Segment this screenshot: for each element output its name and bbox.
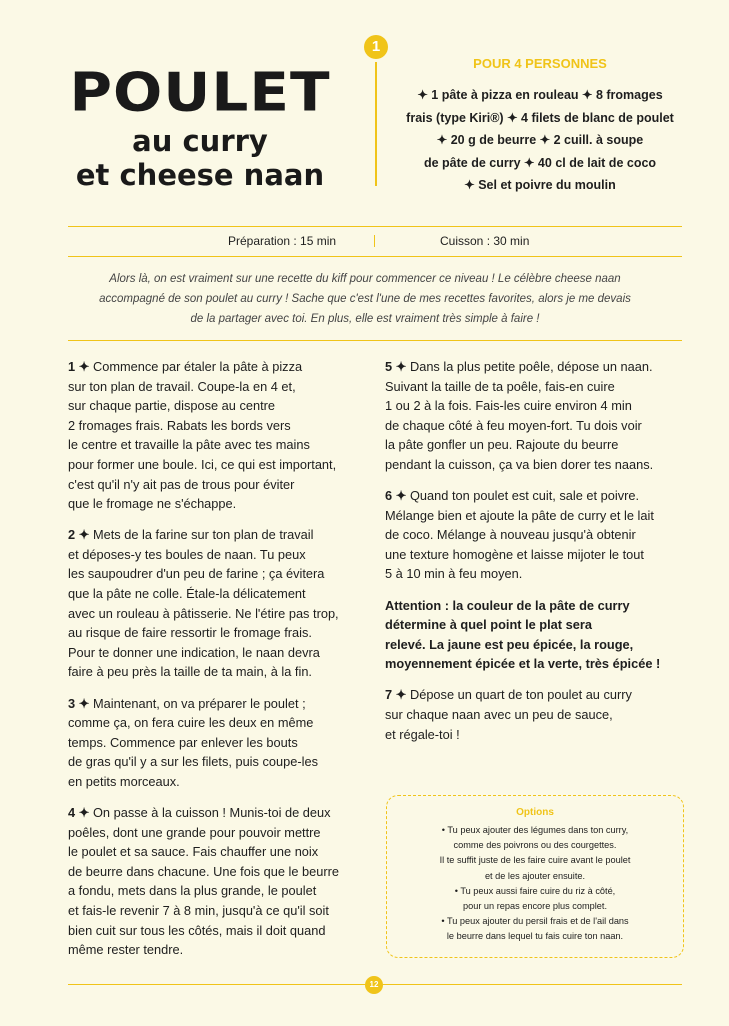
step-line: de chaque côté à feu moyen-fort. Tu dois voir [385, 417, 642, 433]
step-number: 4 ✦ [68, 804, 90, 820]
recipe-subtitle-line1: au curry [132, 124, 268, 158]
intro-text [75, 269, 655, 329]
page-number: 12 [365, 976, 383, 994]
step-line: sur chaque partie, dispose au centre [68, 398, 276, 414]
step-line: Mélange bien et ajoute la pâte de curry et le lait [385, 507, 654, 523]
step-1 [68, 357, 368, 514]
step-line: que le fromage ne s'échappe. [68, 496, 237, 512]
step-4 [68, 803, 368, 960]
step-line: Quand ton poulet est cuit, sale et poivre. [406, 488, 640, 504]
step-line: Suivant la taille de ta poêle, fais-en cuire [385, 378, 615, 394]
step-2 [68, 525, 368, 682]
step-number: 6 ✦ [385, 488, 407, 504]
step-line: même rester tendre. [68, 942, 184, 958]
option-line: et de les ajouter ensuite. [484, 870, 586, 881]
step-line: le poulet et sa sauce. Fais chauffer une noix [68, 844, 319, 860]
options-title: Options [516, 807, 554, 818]
steps-left-column [68, 357, 368, 971]
step-line: 5 à 10 min à feu moyen. [385, 566, 523, 582]
step-number: 3 ✦ [68, 695, 90, 711]
step-line: comme ça, on fera cuire les deux en même [68, 715, 314, 731]
ingredient-line: de pâte de curry ✦ 40 cl de lait de coco [423, 155, 657, 170]
step-line: les saupoudrer d'un peu de farine ; ça évitera [68, 566, 325, 582]
step-line: pendant la cuisson, ça va bien dorer tes naans. [385, 456, 654, 472]
ingredient-line: ✦ 1 pâte à pizza en rouleau ✦ 8 fromages [417, 88, 663, 102]
step-line: Pour te donner une indication, le naan devra [68, 644, 320, 660]
step-line: une texture homogène et laisse mijoter le tout [385, 546, 644, 562]
level-badge: 1 [364, 35, 388, 59]
step-line: et régale-toi ! [385, 726, 460, 742]
timing-separator [374, 235, 375, 247]
servings-label: POUR 4 PERSONNES [473, 56, 607, 71]
step-line: avec un rouleau à pâtisserie. Ne l'étire pas trop, [68, 605, 339, 621]
step-7 [385, 685, 690, 744]
step-line: On passe à la cuisson ! Munis-toi de deux [89, 804, 331, 820]
step-line: Dans la plus petite poêle, dépose un naan. [406, 359, 653, 374]
warning-line: Attention : la couleur de la pâte de curry [385, 597, 630, 613]
step-number: 7 ✦ [385, 687, 407, 703]
step-line: poêles, dont une grande pour pouvoir mettre [68, 824, 321, 840]
step-line: 2 fromages frais. Rabats les bords vers [68, 417, 291, 433]
step-line: et déposes-y tes boules de naan. Tu peux [68, 546, 306, 562]
ingredient-line: ✦ Sel et poivre du moulin [464, 178, 616, 192]
step-line: Dépose un quart de ton poulet au curry [406, 687, 632, 703]
option-line: pour un repas encore plus complet. [462, 901, 608, 912]
divider-middle [68, 256, 682, 257]
divider-intro [68, 340, 682, 341]
option-line: • Tu peux ajouter du persil frais et de l'ail dans [441, 916, 629, 927]
step-line: Mets de la farine sur ton plan de travail [89, 527, 314, 543]
step-line: que la pâte ne colle. Étale-la délicatement [68, 586, 306, 602]
step-line: temps. Commence par enlever les bouts [68, 734, 298, 750]
step-line: 1 ou 2 à la fois. Fais-les cuire environ 4 min [385, 398, 632, 414]
option-line: Il te suffit juste de les faire cuire avant le poulet [439, 855, 631, 866]
step-line: de coco. Mélange à nouveau jusqu'à obtenir [385, 527, 636, 543]
option-line: • Tu peux aussi faire cuire du riz à côté, [454, 885, 616, 896]
recipe-subtitle-line2: et cheese naan [75, 158, 325, 192]
warning-line: moyennement épicée et la verte, très épicée ! [385, 656, 661, 672]
step-line: c'est qu'il n'y ait pas de trous pour éviter [68, 476, 295, 492]
curry-warning [385, 596, 690, 674]
cook-time: Cuisson : 30 min [440, 234, 530, 248]
recipe-title: POULET [69, 60, 331, 124]
option-line: le beurre dans lequel tu fais cuire ton naan. [446, 931, 624, 942]
step-line: pour former une boule. Ici, ce qui est important, [68, 456, 337, 472]
step-line: Maintenant, on va préparer le poulet ; [89, 695, 306, 711]
step-line: sur chaque naan avec un peu de sauce, [385, 707, 613, 722]
step-5 [385, 357, 690, 475]
option-line: • Tu peux ajouter des légumes dans ton curry, [441, 825, 629, 835]
step-line: de beurre dans chacune. Une fois que le beurre [68, 863, 340, 879]
prep-time: Préparation : 15 min [228, 234, 337, 248]
step-number: 2 ✦ [68, 527, 90, 543]
intro-line: Alors là, on est vraiment sur une recette du kiff pour commencer ce niveau ! Le célèbre cheese naan [109, 273, 621, 285]
step-line: le centre et travaille la pâte avec tes mains [68, 437, 310, 453]
warning-line: détermine à quel point le plat sera [385, 617, 592, 633]
step-line: bien cuit sur tous les côtés, mais il doit quand [68, 922, 326, 938]
step-line: a fondu, mets dans la plus grande, le poulet [68, 883, 317, 899]
step-number: 1 ✦ [68, 359, 90, 374]
step-line: au risque de faire ressortir le fromage frais. [68, 625, 312, 641]
step-line: en petits morceaux. [68, 773, 180, 789]
vertical-divider [375, 62, 377, 186]
steps-right-column [385, 357, 690, 756]
step-line: sur ton plan de travail. Coupe-la en 4 et, [68, 378, 296, 394]
step-number: 5 ✦ [385, 359, 407, 374]
intro-line: accompagné de son poulet au curry ! Sache que c'est l'une de mes recettes favorites, alors je me devais [99, 293, 631, 305]
ingredients-list [390, 84, 690, 197]
warning-line: relevé. La jaune est peu épicée, la rouge, [385, 636, 634, 652]
ingredient-line: ✦ 20 g de beurre ✦ 2 cuill. à soupe [436, 133, 644, 147]
divider-top [68, 226, 682, 227]
ingredient-line: frais (type Kiri®) ✦ 4 filets de blanc de poulet [406, 110, 674, 125]
options-list [392, 823, 678, 945]
option-line: comme des poivrons ou des courgettes. [453, 840, 617, 851]
intro-line: de la partager avec toi. En plus, elle est vraiment très simple à faire ! [190, 313, 540, 325]
step-3 [68, 694, 368, 792]
step-line: faire à peu près la taille de ta main, à la fin. [68, 664, 312, 680]
step-line: Commence par étaler la pâte à pizza [89, 359, 303, 374]
step-line: de gras qu'il y a sur les filets, puis coupe-les [68, 754, 318, 770]
step-line: et fais-le revenir 7 à 8 min, jusqu'à ce qu'il soit [68, 902, 329, 918]
step-6 [385, 486, 690, 584]
step-line: la pâte gonfler un peu. Rajoute du beurre [385, 437, 619, 453]
